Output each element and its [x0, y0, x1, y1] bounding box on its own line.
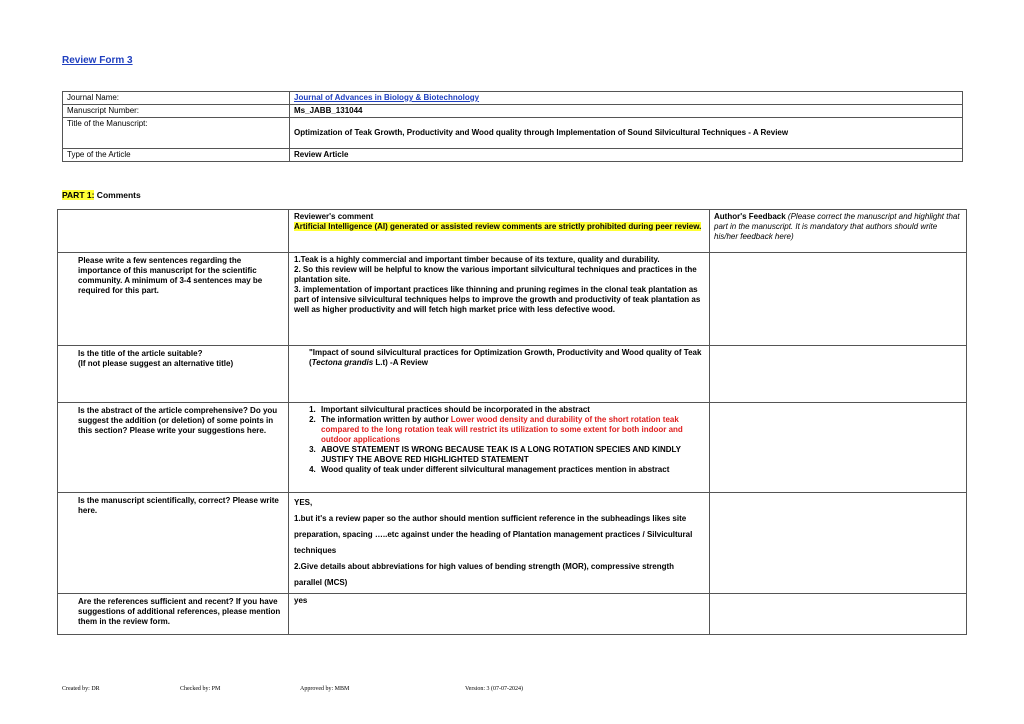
comment-title-text-a: "Impact of sound silvicultural practices for Optimization Growth, Productivity and Wood quality of Teak (: [309, 348, 702, 367]
comment-title-species: Tectona grandis: [311, 358, 374, 367]
article-type-value: Review Article: [290, 149, 963, 162]
comment-scientific-1b: Plantation management practices: [512, 530, 641, 539]
comment-scientific-1: [294, 511, 704, 559]
question-importance: Please write a few sentences regarding the importance of this manuscript for the scientific community. A minimum of 3-4 sentences may be required for this part.: [58, 253, 289, 346]
manuscript-title-label: Title of the Manuscript:: [63, 118, 290, 149]
comment-title-text-b: L.t) -A Review: [373, 358, 428, 367]
footer-version: Version: 3 (07-07-2024): [465, 686, 523, 692]
comment-scientific-1a: 1.but it's a review paper so the author should mention sufficient reference in the subheadings likes site preparation, spacing …..etc against under the heading of: [294, 514, 687, 539]
feedback-abstract[interactable]: [710, 403, 967, 493]
comment-abstract: [289, 403, 710, 493]
comment-scientific-1d: Silvicultural techniques: [294, 530, 693, 555]
header-empty-cell: [58, 210, 289, 253]
question-references: Are the references sufficient and recent? If you have suggestions of additional references, please mention them in the review form.: [58, 594, 289, 635]
question-title: [58, 346, 289, 403]
author-feedback-note: (Please correct the manuscript and highlight that part in the manuscript. It is mandatory that authors should write his/her feedback here): [714, 212, 960, 241]
journal-label: Journal Name:: [63, 92, 290, 105]
question-title-line1: Is the title of the article suitable?: [78, 349, 203, 358]
comment-importance-2: 2. So this review will be helpful to know the various important silvicultural techniques and practices in the plantation site.: [294, 265, 697, 284]
comment-references: yes: [289, 594, 710, 635]
question-abstract: Is the abstract of the article comprehensive? Do you suggest the addition (or deletion) of some points in this section? Please write your suggestions here.: [58, 403, 289, 493]
comment-scientific-2: 2.Give details about abbreviations for high values of bending strength (MOR), compressive strength parallel (MCS): [294, 562, 675, 587]
feedback-references[interactable]: [710, 594, 967, 635]
feedback-title[interactable]: [710, 346, 967, 403]
part-title: Comments: [94, 190, 141, 200]
abstract-point-4: 4. Wood quality of teak under different silvicultural management practices mention in abstract: [318, 465, 704, 475]
abstract-point-2-text: The information written by author: [321, 415, 451, 424]
comment-scientific-1c: /: [640, 530, 647, 539]
comment-title: [289, 346, 710, 403]
abstract-point-3: 3. ABOVE STATEMENT IS WRONG BECAUSE TEAK IS A LONG ROTATION SPECIES AND KINDLY JUSTIFY THE ABOVE RED HIGHLIGHTED STATEMENT: [318, 445, 704, 465]
journal-link[interactable]: Journal of Advances in Biology & Biotechnology: [294, 93, 480, 102]
manuscript-title-value: Optimization of Teak Growth, Productivity and Wood quality through Implementation of Sound Silvicultural Techniques - A Review: [290, 118, 963, 149]
footer-checked: Checked by: PM: [180, 686, 221, 692]
manuscript-number-label: Manuscript Number:: [63, 105, 290, 118]
question-scientific: Is the manuscript scientifically, correct? Please write here.: [58, 493, 289, 594]
author-feedback-header: [710, 210, 967, 253]
comment-scientific-yes: YES,: [294, 498, 313, 507]
manuscript-info-table: [62, 91, 963, 162]
feedback-scientific[interactable]: [710, 493, 967, 594]
form-title: Review Form 3: [62, 55, 133, 66]
comment-importance-3: 3. implementation of important practices like thinning and pruning regimes in the clonal teak plantation as part of intensive silvicultural techniques helps to improve the growth and productivity of teak plantation as well as higher productivity and will fetch high market price with less defective wood.: [294, 285, 701, 314]
part-label: PART 1:: [62, 190, 95, 200]
reviewer-comment-title: Reviewer's comment: [294, 212, 374, 221]
footer-approved: Approved by: MBM: [300, 686, 350, 692]
author-feedback-title: Author's Feedback: [714, 212, 786, 221]
question-title-line2: (If not please suggest an alternative title): [78, 359, 234, 368]
part-heading: [62, 190, 141, 200]
reviewer-comment-header: [289, 210, 710, 253]
comment-importance: [289, 253, 710, 346]
abstract-point-1: 1. Important silvicultural practices should be incorporated in the abstract: [318, 405, 704, 415]
abstract-point-2-red-statement: Lower wood density and durability of the short rotation teak compared to the long rotation teak will restrict its utilization to some extent for both indoor and outdoor applications: [321, 415, 683, 444]
manuscript-number-value: Ms_JABB_131044: [290, 105, 963, 118]
article-type-label: Type of the Article: [63, 149, 290, 162]
ai-warning: Artificial Intelligence (AI) generated or assisted review comments are strictly prohibited during peer review.: [294, 222, 702, 231]
comment-importance-1: 1.Teak is a highly commercial and important timber because of its texture, quality and durability.: [294, 255, 660, 264]
feedback-importance[interactable]: [710, 253, 967, 346]
comments-table: [57, 209, 967, 635]
footer-created: Created by: DR: [62, 686, 100, 692]
comment-scientific: [289, 493, 710, 594]
abstract-point-2: [318, 415, 704, 445]
